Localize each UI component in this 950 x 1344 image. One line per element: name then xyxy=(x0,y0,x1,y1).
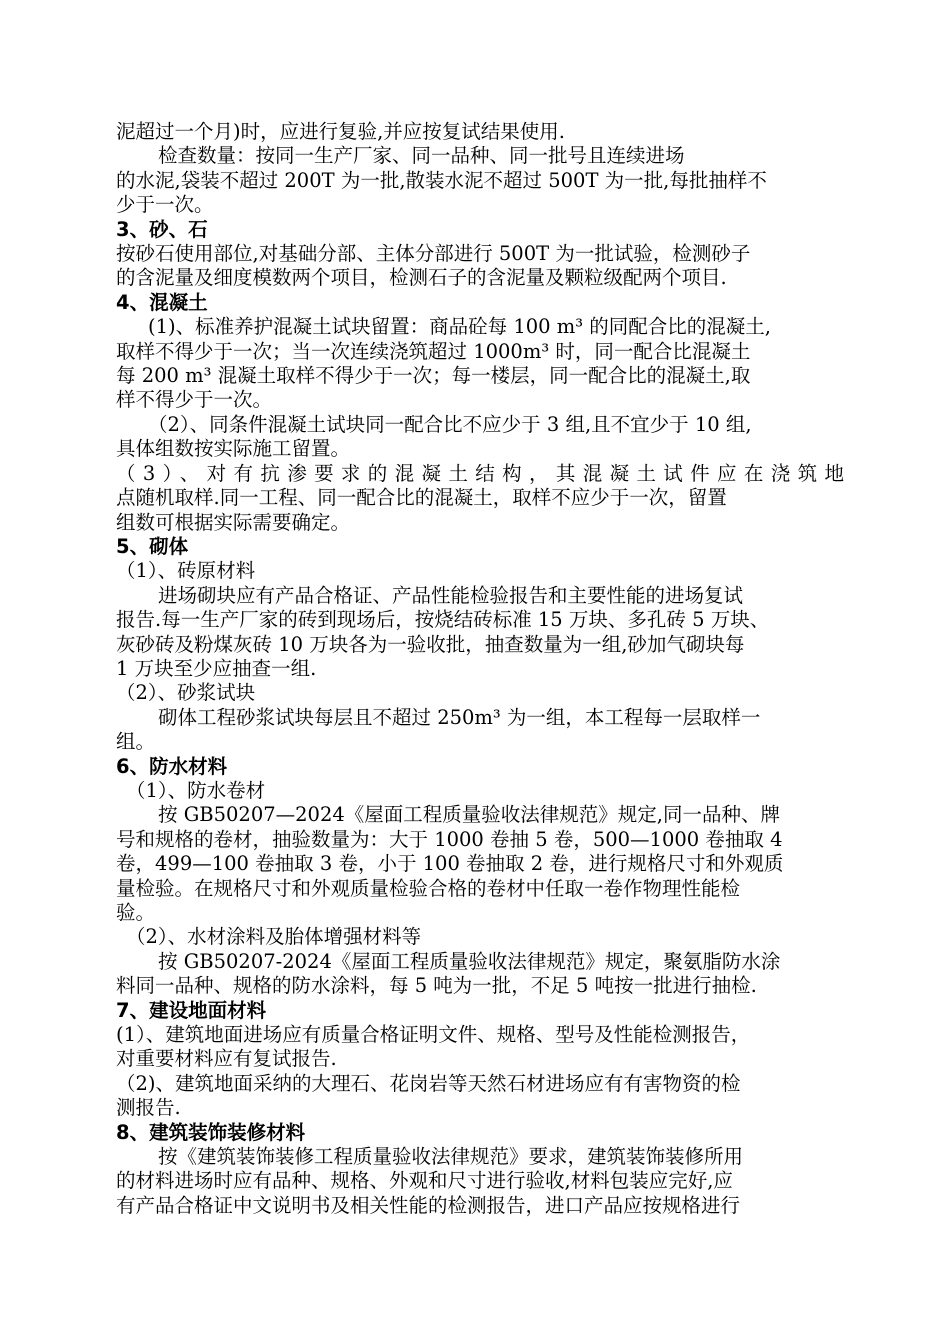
text-line: （1）、砖原材料 xyxy=(116,559,256,583)
section-heading: 7、建设地面材料 xyxy=(116,998,267,1022)
text-line: 的材料进场时应有品种、规格、外观和尺寸进行验收,材料包装应完好,应 xyxy=(116,1169,733,1193)
text-line: 按 GB50207—2024《屋面工程质量验收法律规范》规定,同一品种、牌 xyxy=(158,803,780,827)
text-line: （2）、砂浆试块 xyxy=(116,681,256,705)
text-line: 报告.每一生产厂家的砖到现场后，按烧结砖标准 15 万块、多孔砖 5 万块、 xyxy=(116,608,770,632)
text-line: （2)、建筑地面采纳的大理石、花岗岩等天然石材进场应有有害物资的检 xyxy=(116,1071,741,1095)
text-line: 的水泥,袋装不超过 200T 为一批,散装水泥不超过 500T 为一批,每批抽样不 xyxy=(116,168,767,192)
text-line: 有产品合格证中文说明书及相关性能的检测报告，进口产品应按规格进行 xyxy=(116,1193,741,1217)
text-line: 砌体工程砂浆试块每层且不超过 250m³ 为一组，本工程每一层取样一 xyxy=(158,705,761,729)
text-line: 1 万块至少应抽查一组. xyxy=(116,656,317,680)
text-line: 号和规格的卷材，抽验数量为：大于 1000 卷抽 5 卷，500—1000 卷抽取 4 xyxy=(116,827,783,851)
section-heading: 3、砂、石 xyxy=(116,217,208,241)
text-line: （3）、对有抗渗要求的混凝土结构，其混凝土试件应在浇筑地 xyxy=(116,461,844,485)
text-line: 卷，499—100 卷抽取 3 卷，小于 100 卷抽取 2 卷，进行规格尺寸和外观质 xyxy=(116,852,784,876)
text-line: （2）、水材涂料及胎体增强材料等 xyxy=(126,925,422,949)
text-line: (1)、标准养护混凝土试块留置：商品砼每 100 m³ 的同配合比的混凝土, xyxy=(148,315,771,339)
text-line: 少于一次。 xyxy=(116,193,214,217)
text-line: 进场砌块应有产品合格证、产品性能检验报告和主要性能的进场复试 xyxy=(158,583,744,607)
section-heading: 4、混凝土 xyxy=(116,290,208,314)
text-line: 按 GB50207-2024《屋面工程质量验收法律规范》规定，聚氨脂防水涂 xyxy=(158,949,781,973)
text-line: (1）、建筑地面进场应有质量合格证明文件、规格、型号及性能检测报告， xyxy=(116,1023,751,1047)
text-line: 的含泥量及细度模数两个项目，检测石子的含泥量及颗粒级配两个项目. xyxy=(116,266,727,290)
section-heading: 5、砌体 xyxy=(116,534,189,558)
text-line: 组数可根据实际需要确定。 xyxy=(116,510,351,534)
text-line: 对重要材料应有复试报告. xyxy=(116,1047,337,1071)
text-line: 测报告. xyxy=(116,1096,181,1120)
text-line: 组。 xyxy=(116,730,156,754)
text-line: 泥超过一个月)时，应进行复验,并应按复试结果使用. xyxy=(116,120,566,143)
text-line: 验。 xyxy=(116,901,156,924)
text-line: 检查数量：按同一生产厂家、同一品种、同一批号且连续进场 xyxy=(158,144,685,168)
text-line: 点随机取样.同一工程、同一配合比的混凝土，取样不应少于一次，留置 xyxy=(116,486,727,510)
section-heading: 6、防水材料 xyxy=(116,754,228,778)
document-body xyxy=(116,120,844,1218)
text-line: （1）、防水卷材 xyxy=(126,778,266,802)
text-line: 按砂石使用部位,对基础分部、主体分部进行 500T 为一批试验，检测砂子 xyxy=(116,242,751,266)
text-line: 样不得少于一次。 xyxy=(116,388,273,412)
text-line: 取样不得少于一次；当一次连续浇筑超过 1000m³ 时，同一配合比混凝土 xyxy=(116,339,751,363)
text-line: 灰砂砖及粉煤灰砖 10 万块各为一验收批，抽查数量为一组,砂加气砌块每 xyxy=(116,632,745,656)
text-line: 按《建筑装饰装修工程质量验收法律规范》要求，建筑装饰装修所用 xyxy=(158,1145,744,1169)
text-line: 料同一品种、规格的防水涂料，每 5 吨为一批，不足 5 吨按一批进行抽检. xyxy=(116,974,757,998)
section-heading: 8、建筑装饰装修材料 xyxy=(116,1120,306,1144)
text-line: 每 200 m³ 混凝土取样不得少于一次；每一楼层，同一配合比的混凝土,取 xyxy=(116,364,751,388)
text-line: （2）、同条件混凝土试块同一配合比不应少于 3 组,且不宜少于 10 组, xyxy=(148,412,752,436)
text-line: 量检验。在规格尺寸和外观质量检验合格的卷材中任取一卷作物理性能检 xyxy=(116,876,741,900)
text-line: 具体组数按实际施工留置。 xyxy=(116,437,351,461)
